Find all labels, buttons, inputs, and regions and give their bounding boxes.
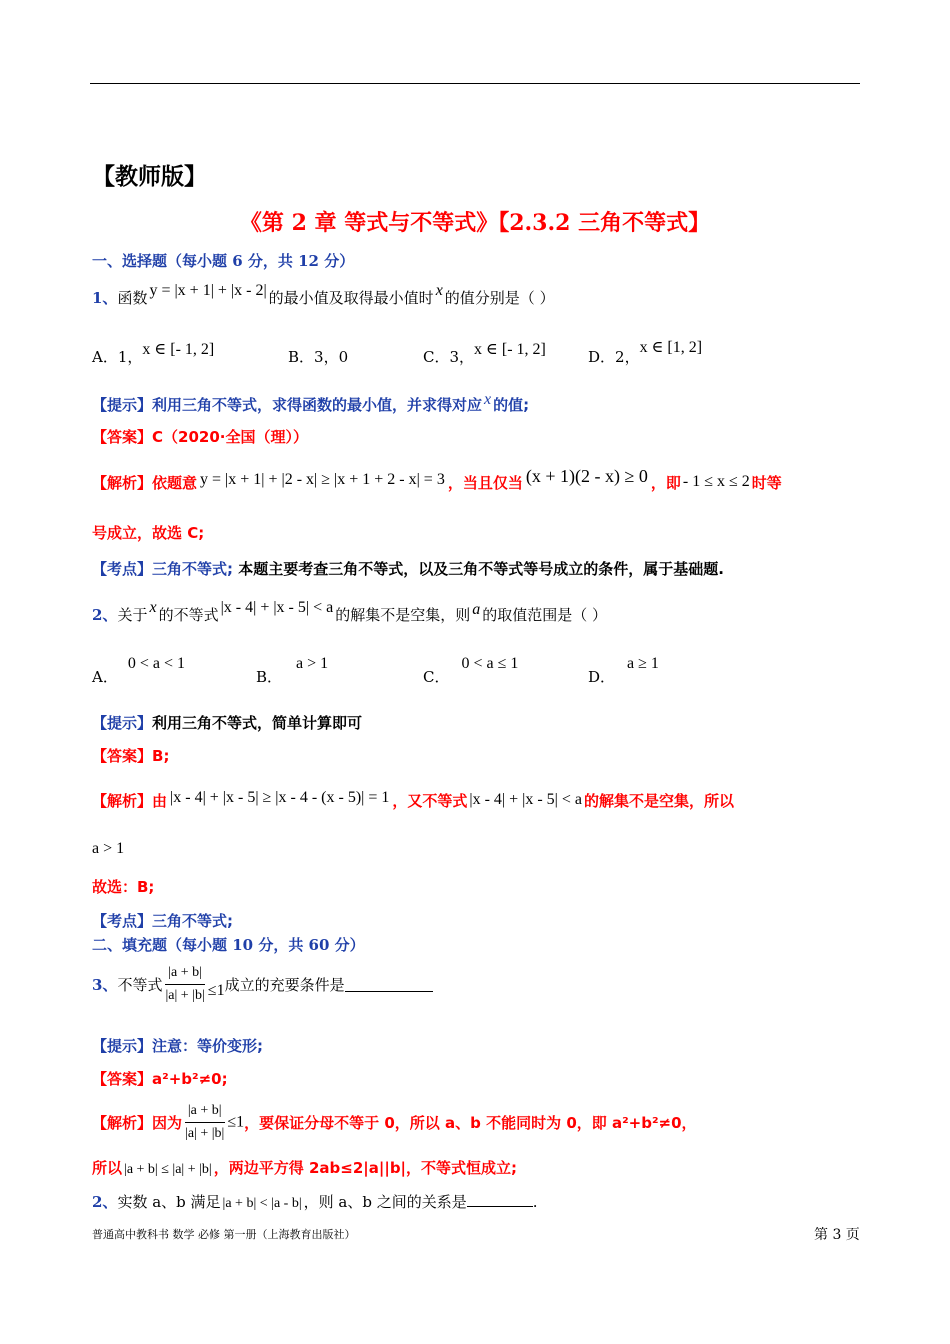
analysis-2-continued: a > 1: [92, 840, 125, 857]
page-title: 《第 2 章 等式与不等式》【2.3.2 三角不等式】: [239, 210, 711, 236]
question-3: 3、不等式 $\frac{|a + b|}{|a| + |b|}$ ≤1成立的充要条件是: [92, 962, 433, 1007]
answer-1: 【答案】C（2020·全国（理））: [92, 428, 308, 446]
analysis-2: 【解析】由 |x - 4| + |x - 5| ≥ |x - 4 - (x - 5)| = 1 ，又不等式 |x - 4| + |x - 5| < a 的解集不是空集，所以: [92, 789, 735, 810]
formula: |a + b| < |a - b|: [222, 1196, 302, 1211]
analysis-1: 【解析】依题意 y = |x + 1| + |2 - x| ≥ |x + 1 + 2 - x| = 3 ，当且仅当 (x + 1)(2 - x) ≥ 0 ，即 - 1 ≤ x ≤ 2 时等: [92, 466, 782, 492]
analysis-1-continued: 号成立，故选 C;: [92, 524, 205, 542]
question-1: 1、函数 y = |x + 1| + |x - 2| 的最小值及取得最小值时 x 的值分别是（ ）: [92, 282, 555, 307]
knowledge-point-1: 【考点】三角不等式; 本题主要考查三角不等式，以及三角不等式等号成立的条件，属于基础题.: [92, 560, 724, 578]
conclusion-2: 故选：B;: [92, 878, 155, 896]
question-number: 1、: [92, 289, 118, 307]
answer-3: 【答案】a²+b²≠0;: [92, 1070, 228, 1088]
fraction: $\frac{|a + b|}{|a| + |b|}$: [162, 962, 207, 1007]
section-heading-fill: 二、填充题（每小题 10 分，共 60 分）: [92, 936, 365, 954]
knowledge-point-2: 【考点】三角不等式;: [92, 912, 234, 930]
question-4: 2、实数 a、b 满足 |a + b| < |a - b| ，则 a、b 之间的关系是 .: [92, 1193, 538, 1211]
question-number: 3、: [92, 976, 118, 994]
answer-blank[interactable]: [345, 977, 433, 992]
formula: y = |x + 1| + |x - 2|: [149, 282, 267, 299]
option-a[interactable]: A．1，x ∈ [- 1, 2]: [92, 341, 215, 366]
option-b[interactable]: B．a > 1: [256, 655, 329, 686]
option-d[interactable]: D．a ≥ 1: [588, 655, 659, 686]
formula: |x - 4| + |x - 5| < a: [220, 599, 334, 616]
hint-2: 【提示】利用三角不等式，简单计算即可: [92, 714, 363, 732]
page-number: 第 3 页: [814, 1227, 860, 1243]
section-heading-choice: 一、选择题（每小题 6 分，共 12 分）: [92, 252, 355, 270]
analysis-3-continued: 所以 |a + b| ≤ |a| + |b| ，两边平方得 2ab≤2|a||b|，不等式恒成立;: [92, 1159, 518, 1177]
analysis-3: 【解析】因为 $\frac{|a + b|}{|a| + |b|}$ ≤1，要保证分母不等于 0，所以 a、b 不能同时为 0，即 a²+b²≠0，: [92, 1100, 697, 1145]
option-b[interactable]: B．3，0: [288, 348, 349, 366]
hint-1: 【提示】利用三角不等式，求得函数的最小值，并求得对应 x 的值;: [92, 391, 530, 414]
option-a[interactable]: A．0 < a < 1: [92, 655, 185, 686]
answer-blank[interactable]: [467, 1192, 533, 1207]
question-number: 2、: [92, 606, 118, 624]
option-c[interactable]: C．3，x ∈ [- 1, 2]: [423, 341, 546, 366]
edition-label: 【教师版】: [92, 163, 207, 190]
header-rule: [90, 83, 860, 84]
question-number: 2、: [92, 1193, 118, 1211]
answer-2: 【答案】B;: [92, 747, 170, 765]
hint-3: 【提示】注意：等价变形;: [92, 1037, 264, 1055]
question-2: 2、关于 x 的不等式 |x - 4| + |x - 5| < a 的解集不是空集，则 a 的取值范围是（ ）: [92, 599, 607, 624]
fraction: $\frac{|a + b|}{|a| + |b|}$: [182, 1100, 227, 1145]
option-d[interactable]: D．2，x ∈ [1, 2]: [588, 339, 703, 366]
footer-book-info: 普通高中教科书 数学 必修 第一册（上海教育出版社）: [92, 1228, 356, 1241]
option-c[interactable]: C．0 < a ≤ 1: [423, 655, 519, 686]
